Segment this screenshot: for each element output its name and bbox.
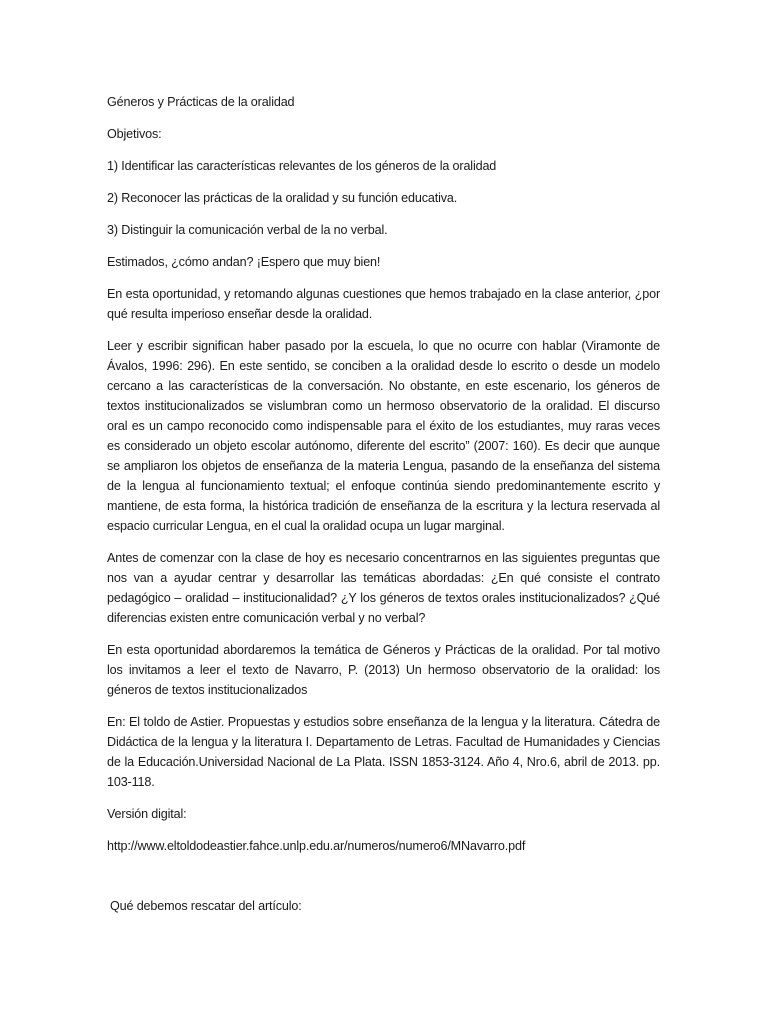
intro-paragraph: En esta oportunidad, y retomando algunas cuestiones que hemos trabajado en la clase anterior, ¿por qué resulta imperioso enseñar desde la oralidad. [107,287,660,321]
article-url: http://www.eltoldodeastier.fahce.unlp.edu.ar/numeros/numero6/MNavarro.pdf [107,839,526,853]
objective-item: 3) Distinguir la comunicación verbal de la no verbal. [107,223,388,237]
document-title: Géneros y Prácticas de la oralidad [107,95,295,109]
greeting-line: Estimados, ¿cómo andan? ¡Espero que muy bien! [107,255,381,269]
citation-paragraph: En: El toldo de Astier. Propuestas y estudios sobre enseñanza de la lengua y la literatura. Cátedra de Didáctica de la lengua y la literatura I. Departamento de Letras. Facultad de Humanidades y Ciencias de la Educación.Universidad Nacional de La Plata. ISSN 1853-3124. Año 4, Nro.6, abril de 2013. pp. 103-118. [107,715,660,789]
reading-paragraph: En esta oportunidad abordaremos la temática de Géneros y Prácticas de la oralidad. Por tal motivo los invitamos a leer el texto de Navarro, P. (2013) Un hermoso observatorio de la oralidad: los géneros de textos institucionalizados [107,643,660,697]
objective-item: 2) Reconocer las prácticas de la oralidad y su función educativa. [107,191,458,205]
body-paragraph: Leer y escribir significan haber pasado por la escuela, lo que no ocurre con hablar (Viramonte de Ávalos, 1996: 296). En este sentido, se conciben a la oralidad desde lo escrito o desde un modelo cercano a las características de la conversación. No obstante, en este escenario, los géneros de textos institucionalizados se vislumbran como un hermoso observatorio de la oralidad. El discurso oral es un campo reconocido como indispensable para el éxito de los estudiantes, muy raras veces es considerado un objeto escolar autónomo, diferente del escrito” (2007: 160). Es decir que aunque se ampliaron los objetos de enseñanza de la materia Lengua, pasando de la enseñanza del sistema de la lengua al funcionamiento textual; el enfoque continúa siendo predominantemente escrito y mantiene, de esta forma, la histórica tradición de enseñanza de la escritura y la lectura reservada al espacio curricular Lengua, en el cual la oralidad ocupa un lugar marginal. [107,339,660,533]
digital-version-label: Versión digital: [107,807,187,821]
objective-item: 1) Identificar las características relevantes de los géneros de la oralidad [107,159,497,173]
questions-paragraph: Antes de comenzar con la clase de hoy es necesario concentrarnos en las siguientes preguntas que nos van a ayudar centrar y desarrollar las temáticas abordadas: ¿En qué consiste el contrato pedagógico – oralidad – institucionalidad? ¿Y los géneros de textos orales institucionalizados? ¿Qué diferencias existen entre comunicación verbal y no verbal? [107,551,660,625]
closing-question: Qué debemos rescatar del artículo: [110,899,302,913]
objectives-heading: Objetivos: [107,127,162,141]
document-body [107,92,660,916]
